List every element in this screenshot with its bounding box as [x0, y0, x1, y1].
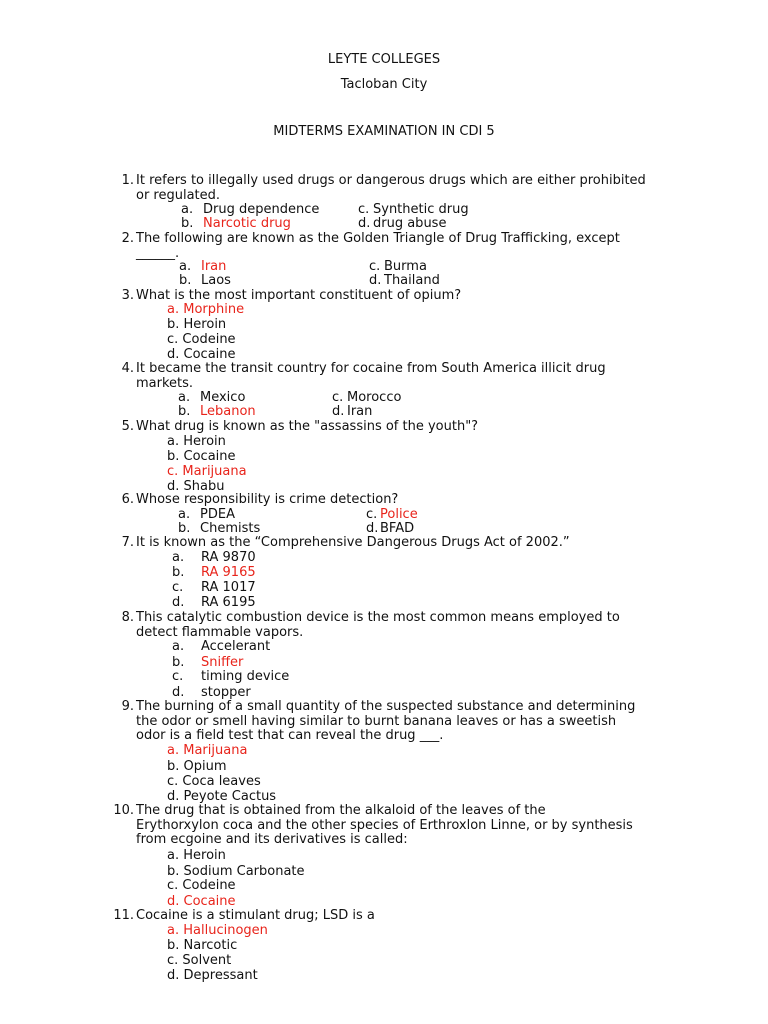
option-letter: c. [167, 332, 179, 347]
question-text: Erythorxylon coca and the other species of Erthroxlon Linne, or by synthesis [136, 817, 633, 833]
option-letter: a. [167, 923, 180, 938]
option-text: Heroin [183, 848, 226, 863]
option-letter: d. [167, 894, 180, 909]
option [167, 968, 258, 983]
option-text: Chemists [200, 521, 261, 536]
option-letter: b. [172, 565, 185, 580]
option-letter: c. [366, 507, 378, 522]
option-text-answer: Police [380, 507, 418, 522]
question-text: from ecgoine and its derivatives is called: [136, 832, 408, 848]
option-text: Cocaine [183, 894, 236, 909]
option [167, 449, 236, 464]
option-letter: a. [181, 202, 194, 217]
option-letter: d. [366, 521, 379, 536]
option-letter: b. [167, 938, 180, 953]
option-letter: a. [178, 390, 191, 405]
option-letter: b. [178, 404, 191, 419]
option-letter: c. [167, 953, 179, 968]
option-letter: d. [172, 685, 185, 700]
option-text: Solvent [182, 953, 232, 968]
option-letter: d. [358, 216, 371, 231]
option-letter: c. [167, 878, 179, 893]
option-text: Hallucinogen [183, 923, 268, 938]
question-text: What is the most important constituent of opium? [136, 288, 462, 303]
option-text: stopper [201, 685, 251, 700]
option-text-answer: Lebanon [200, 404, 256, 419]
option-text: Heroin [183, 434, 226, 449]
option-text: Codeine [182, 332, 236, 347]
option-answer [167, 894, 236, 909]
option-letter: d. [167, 347, 180, 362]
exam-title: MIDTERMS EXAMINATION IN CDI 5 [273, 124, 495, 139]
option-letter: a. [178, 507, 191, 522]
option [167, 774, 261, 789]
option-text: Codeine [182, 878, 236, 893]
option-text: Accelerant [201, 639, 271, 654]
option-letter: d. [369, 273, 382, 288]
school-name: LEYTE COLLEGES [327, 52, 441, 67]
option-answer [167, 302, 244, 317]
option [167, 434, 226, 449]
option-text-answer: Iran [201, 259, 227, 274]
option-text: timing device [201, 669, 290, 684]
option-text: Heroin [183, 317, 227, 332]
option-letter: c. [369, 259, 381, 274]
option-text: BFAD [380, 521, 415, 536]
option-text: RA 1017 [201, 580, 256, 595]
option-text-answer: Narcotic drug [203, 216, 291, 231]
question-number: 6. [121, 492, 134, 507]
option-letter: a. [167, 302, 180, 317]
option-text: drug abuse [373, 216, 447, 231]
question-text: The burning of a small quantity of the suspected substance and determining [136, 699, 636, 714]
option-letter: b. [179, 273, 192, 288]
option-text: Synthetic drug [373, 202, 469, 217]
question-text: It refers to illegally used drugs or dangerous drugs which are either prohibited [136, 173, 646, 188]
option-letter: a. [172, 639, 185, 654]
option-letter: c. [358, 202, 370, 217]
city-name: Tacloban City [340, 77, 428, 92]
option [167, 347, 236, 362]
option-letter: b. [167, 759, 180, 774]
option-letter: b. [178, 521, 191, 536]
option-letter: b. [167, 864, 180, 879]
option-text: Marijuana [183, 743, 248, 758]
option-text: Depressant [183, 968, 258, 983]
option-letter: a. [179, 259, 192, 274]
option [167, 789, 276, 804]
option-letter: a. [167, 434, 180, 449]
option-letter: b. [172, 655, 185, 670]
option-text: Cocaine [183, 449, 236, 464]
option-text-answer: RA 9165 [201, 565, 256, 580]
question-text: The drug that is obtained from the alkaloid of the leaves of the [136, 803, 546, 818]
option-text: Morocco [347, 390, 402, 405]
question-text: The following are known as the Golden Triangle of Drug Trafficking, except [136, 231, 620, 246]
option-answer [167, 743, 247, 758]
option-answer [167, 923, 268, 938]
question-text: detect flammable vapors. [136, 624, 304, 640]
option [167, 953, 231, 968]
question-text: markets. [136, 375, 194, 391]
option-text: PDEA [200, 507, 235, 522]
option-text: Peyote Cactus [183, 789, 277, 804]
option-letter: d. [332, 404, 345, 419]
question-text: Whose responsibility is crime detection? [136, 492, 399, 507]
option-text: RA 9870 [201, 550, 256, 565]
question-number: 11. [113, 908, 134, 923]
question-text: What drug is known as the "assassins of the youth"? [136, 419, 479, 434]
option-letter: d. [172, 595, 185, 610]
option-text: Mexico [200, 390, 246, 405]
question-number: 5. [121, 419, 134, 434]
option [167, 332, 236, 347]
question-text: It is known as the “Comprehensive Dangerous Drugs Act of 2002.” [136, 535, 570, 550]
option-text: Cocaine [183, 347, 236, 362]
option-text: Narcotic [183, 938, 238, 953]
question-number: 10. [113, 803, 134, 818]
option-letter: d. [167, 789, 180, 804]
option-text: RA 6195 [201, 595, 256, 610]
question-number: 3. [121, 288, 134, 303]
option-letter: c. [172, 580, 184, 595]
option-text: Marijuana [182, 464, 247, 479]
option-letter: a. [172, 550, 185, 565]
question-text: Cocaine is a stimulant drug; LSD is a [136, 908, 375, 923]
option-text: Laos [201, 273, 231, 288]
option-letter: d. [167, 968, 180, 983]
option-text: Drug dependence [203, 202, 320, 217]
option-letter: a. [167, 848, 180, 863]
option-text: Shabu [183, 479, 225, 494]
question-text: odor is a field test that can reveal the drug ___. [136, 728, 444, 744]
option [167, 878, 236, 893]
option-letter: a. [167, 743, 180, 758]
question-number: 1. [121, 173, 134, 188]
option-text: Burma [384, 259, 427, 274]
option-letter: c. [167, 774, 179, 789]
option [167, 938, 237, 953]
option-text: Coca leaves [182, 774, 261, 789]
option-letter: c. [167, 464, 179, 479]
option-text: Opium [183, 759, 227, 774]
option-letter: b. [167, 449, 180, 464]
option [167, 864, 305, 879]
option-letter: b. [167, 317, 180, 332]
question-number: 9. [121, 699, 134, 714]
option-letter: c. [172, 669, 184, 684]
option-text-answer: Sniffer [201, 655, 244, 670]
question-text: the odor or smell having similar to burnt banana leaves or has a sweetish [136, 713, 617, 729]
option-text: Thailand [384, 273, 440, 288]
question-text: It became the transit country for cocaine from South America illicit drug [136, 361, 606, 376]
option-text: Iran [347, 404, 373, 419]
question-text: ______. [136, 245, 180, 261]
question-number: 2. [121, 231, 134, 246]
option [167, 848, 226, 863]
question-text: This catalytic combustion device is the most common means employed to [136, 610, 620, 625]
question-number: 4. [121, 361, 134, 376]
question-number: 8. [121, 610, 134, 625]
option [167, 317, 226, 332]
option-letter: c. [332, 390, 344, 405]
question-number: 7. [121, 535, 134, 550]
option-letter: d. [167, 479, 180, 494]
question-text: or regulated. [136, 187, 221, 203]
option-answer [167, 464, 247, 479]
option-text: Sodium Carbonate [183, 864, 305, 879]
option-text: Morphine [183, 302, 245, 317]
option [167, 759, 227, 774]
option-letter: b. [181, 216, 194, 231]
